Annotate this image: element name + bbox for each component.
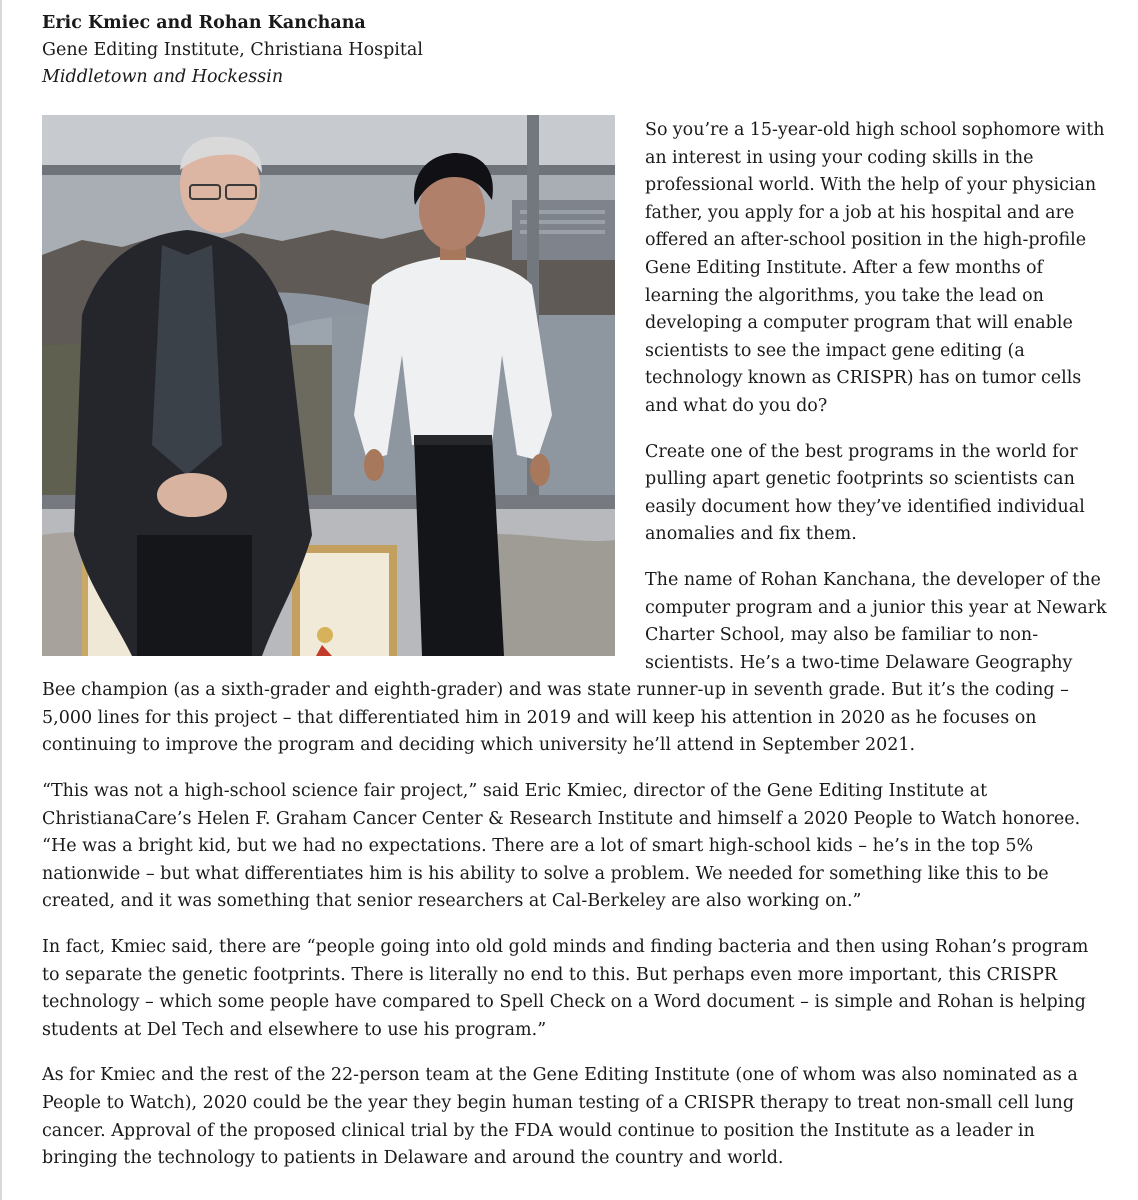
location: Middletown and Hockessin xyxy=(42,67,284,87)
photo-icon xyxy=(42,115,615,656)
article-body xyxy=(42,115,1108,1191)
article-header xyxy=(42,10,742,91)
paragraph-5: In fact, Kmiec said, there are “people going into old gold minds and finding bacteria and then using Rohan’s program to separate the genetic footprints. There is literally no end to this. But perhaps even more important, this CRISPR technology – which some people have compared to Spell Check on a Word document – is simple and Rohan is helping students at Del Tech and elsewhere to use his program.” xyxy=(42,937,1089,1040)
paragraph-3: The name of Rohan Kanchana, the developer of the computer program and a junior this year at Newark Charter School, may also be familiar to non-scientists. He’s a two-time Delaware Geography Bee champion (as a sixth-grader and eighth-grader) and was state runner-up in seventh grade. But it’s the coding – 5,000 lines for this project – that differentiated him in 2019 and will keep his attention in 2020 as he focuses on continuing to improve the program and deciding which university he’ll attend in September 2021. xyxy=(42,569,1107,756)
paragraph-2: Create one of the best programs in the world for pulling apart genetic footprints so scientists can easily document how they’ve identified individual anomalies and fix them. xyxy=(645,441,1085,545)
affiliation: Gene Editing Institute, Christiana Hospital xyxy=(42,40,423,60)
paragraph-6: As for Kmiec and the rest of the 22-person team at the Gene Editing Institute (one of whom was also nominated as a People to Watch), 2020 could be the year they begin human testing of a CRISPR therapy to treat non-small cell lung cancer. Approval of the proposed clinical trial by the FDA would continue to position the Institute as a leader in bringing the technology to patients in Delaware and around the country and world. xyxy=(42,1065,1078,1169)
paragraph-1: So you’re a 15-year-old high school sophomore with an interest in using your coding skills in the professional world. With the help of your physician father, you apply for a job at his hospital and are offered an after-school position in the high-profile Gene Editing Institute. After a few months of learning the algorithms, you take the lead on developing a computer program that will enable scientists to see the impact gene editing (a technology known as CRISPR) has on tumor cells and what do you do? xyxy=(645,120,1105,416)
author-names: Eric Kmiec and Rohan Kanchana xyxy=(42,13,366,33)
paragraph-4: “This was not a high-school science fair project,” said Eric Kmiec, director of the Gene Editing Institute at ChristianaCare’s Helen F. Graham Cancer Center & Research Institute and himself a 2020 People to Watch honoree. “He was a bright kid, but we had no expectations. There are a lot of smart high-school kids – he’s in the top 5% nationwide – but what differentiates him is his ability to solve a problem. We needed for something like this to be created, and it was something that senior researchers at Cal-Berkeley are also working on.” xyxy=(42,781,1081,912)
